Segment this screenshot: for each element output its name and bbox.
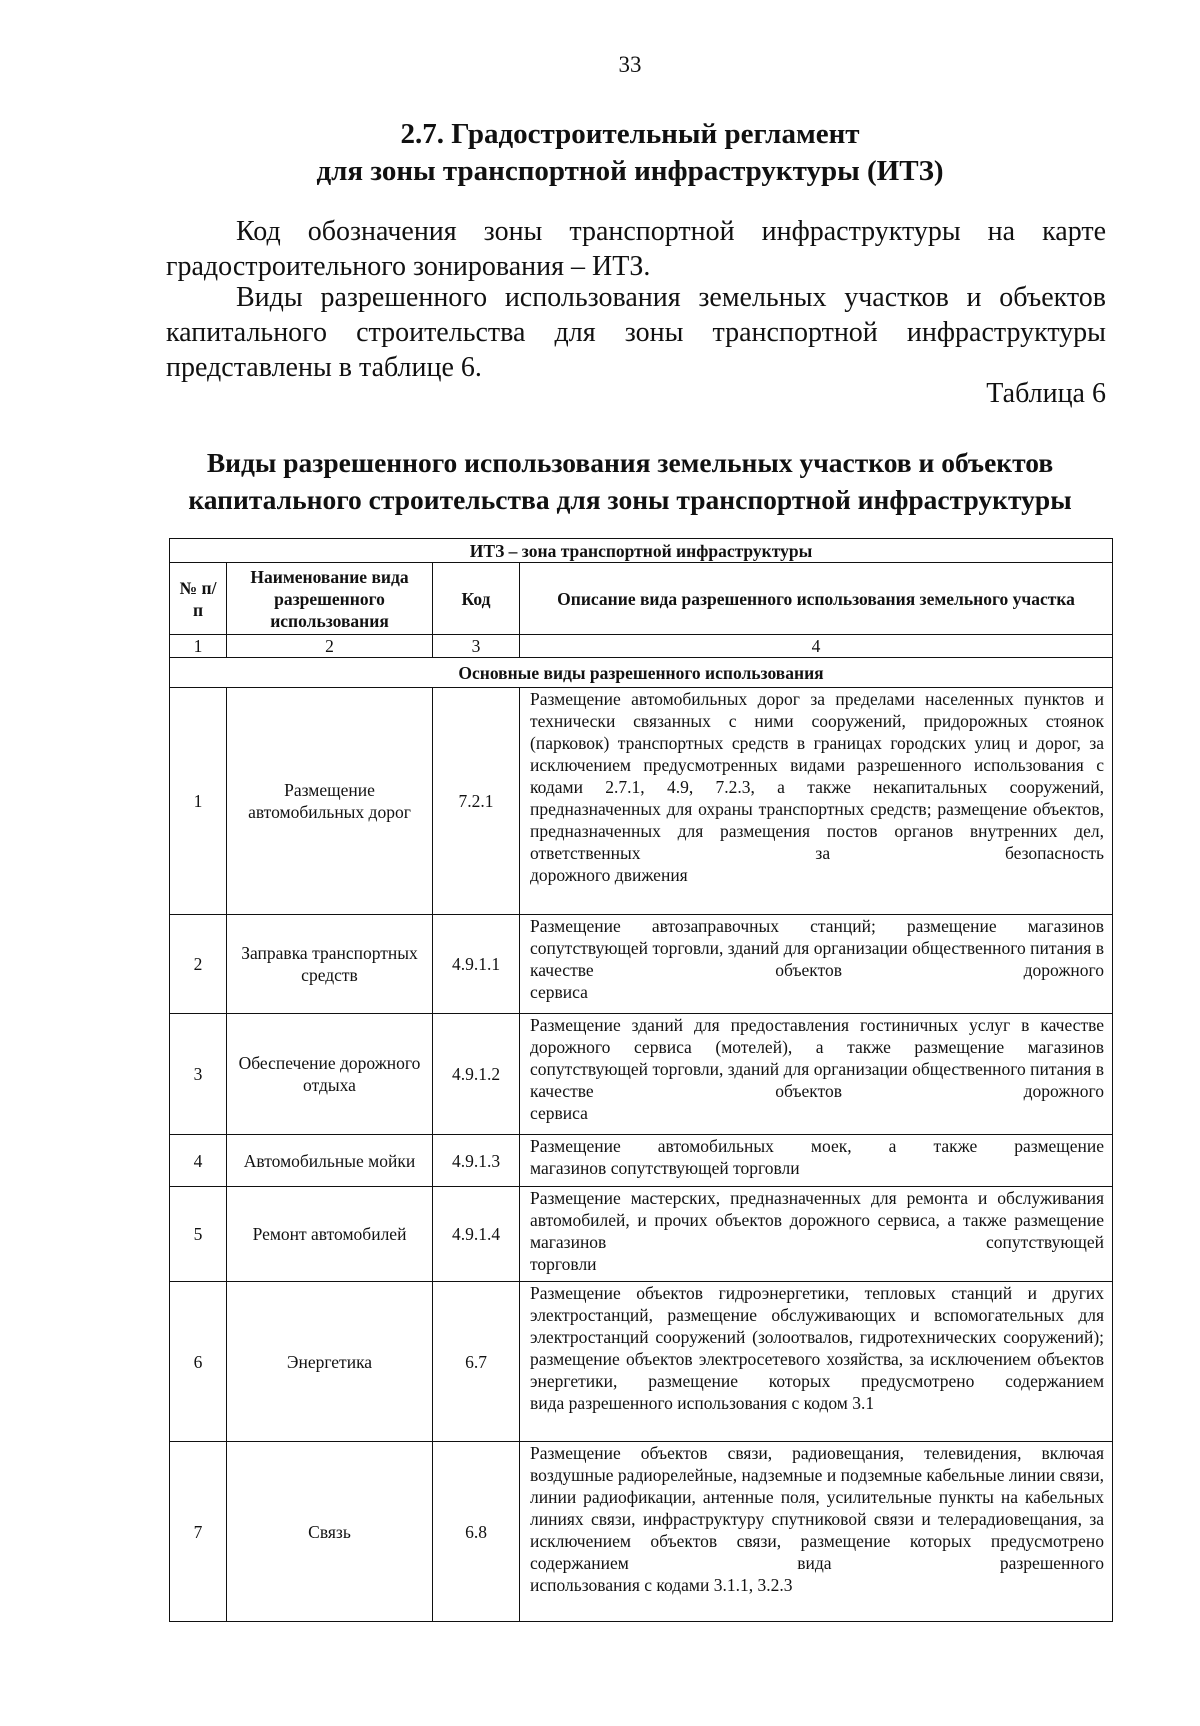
table-title-line-1: Виды разрешенного использования земельных участков и объектов (206, 447, 1054, 478)
table-title-line-2: капитального строительства для зоны транспортной инфраструктуры (188, 484, 1072, 515)
row-number: 3 (170, 1014, 227, 1135)
table-caption: Таблица 6 (986, 378, 1106, 409)
row-code: 4.9.1.4 (433, 1187, 520, 1282)
row-name: Автомобильные мойки (227, 1135, 433, 1187)
section-heading (0, 116, 1200, 190)
table-row (170, 915, 1113, 1014)
paragraph-permitted-uses-line-1: Виды разрешенного использования земельных участков и объектов (236, 282, 1106, 313)
column-header-number: № п/п (170, 563, 227, 635)
row-description-last-line: использования с кодами 3.1.1, 3.2.3 (530, 1575, 793, 1595)
section-heading-line-2: для зоны транспортной инфраструктуры (ИТЗ) (316, 155, 944, 187)
row-description-text: Размещение зданий для предоставления гостиничных услуг в качестве дорожного сервиса (мотелей), а также размещение магазинов сопутствующей торговли, зданий для организации общественного питания в качестве объектов дорожного (530, 1015, 1105, 1101)
table-row (170, 1282, 1113, 1442)
paragraph-permitted-uses-line-3: представлены в таблице 6. (166, 352, 482, 383)
column-number-4: 4 (520, 635, 1113, 658)
table-row (170, 1014, 1113, 1135)
section-title: Основные виды разрешенного использования (170, 658, 1113, 688)
column-header-description: Описание вида разрешенного использования земельного участка (520, 563, 1113, 635)
row-number: 2 (170, 915, 227, 1014)
section-heading-line-1: 2.7. Градостроительный регламент (400, 118, 860, 150)
row-name: Обеспечение дорожного отдыха (227, 1014, 433, 1135)
row-number: 1 (170, 688, 227, 915)
row-name: Энергетика (227, 1282, 433, 1442)
row-code: 4.9.1.2 (433, 1014, 520, 1135)
row-description-last-line: торговли (530, 1254, 597, 1274)
row-name: Заправка транспортных средств (227, 915, 433, 1014)
column-number-1: 1 (170, 635, 227, 658)
row-description-text: Размещение автомобильных моек, а также размещение (530, 1136, 1105, 1156)
paragraph-permitted-uses (166, 280, 1106, 385)
page-number: 33 (618, 52, 642, 77)
paragraph-zone-code-line-2: градостроительного зонирования – ИТЗ. (166, 251, 651, 282)
row-description-last-line: сервиса (530, 1103, 588, 1123)
row-code: 6.7 (433, 1282, 520, 1442)
row-description-text: Размещение объектов связи, радиовещания, телевидения, включая воздушные радиорелейные, надземные и подземные кабельные линии связи, линии радиофикации, антенные поля, усилительные пункты на кабельных линиях связи, инфраструктуру спутниковой связи и телерадиовещания, за исключением объектов связи, размещение которых предусмотрено содержанием вида разрешенного (530, 1443, 1105, 1573)
row-description-text: Размещение мастерских, предназначенных для ремонта и обслуживания автомобилей, и прочих объектов дорожного сервиса, а также размещение магазинов сопутствующей (530, 1188, 1105, 1252)
paragraph-zone-code (166, 214, 1106, 284)
table-row (170, 1442, 1113, 1622)
row-code: 6.8 (433, 1442, 520, 1622)
row-number: 4 (170, 1135, 227, 1187)
row-description-last-line: вида разрешенного использования с кодом 3.1 (530, 1393, 875, 1413)
row-code: 4.9.1.1 (433, 915, 520, 1014)
row-description (520, 1442, 1113, 1622)
row-description (520, 1187, 1113, 1282)
zone-header: ИТЗ – зона транспортной инфраструктуры (170, 539, 1113, 563)
row-description (520, 915, 1113, 1014)
row-description (520, 688, 1113, 915)
paragraph-permitted-uses-line-2: капитального строительства для зоны транспортной инфраструктуры (166, 317, 1106, 348)
row-description-last-line: дорожного движения (530, 865, 688, 885)
table-row (170, 1187, 1113, 1282)
row-name: Размещение автомобильных дорог (227, 688, 433, 915)
column-header-code: Код (433, 563, 520, 635)
column-number-3: 3 (433, 635, 520, 658)
table-row (170, 688, 1113, 915)
row-description-text: Размещение автозаправочных станций; размещение магазинов сопутствующей торговли, зданий для организации общественного питания в качестве объектов дорожного (530, 916, 1105, 980)
paragraph-zone-code-line-1: Код обозначения зоны транспортной инфраструктуры на карте (236, 216, 1106, 247)
row-number: 5 (170, 1187, 227, 1282)
row-name: Связь (227, 1442, 433, 1622)
row-description-text: Размещение объектов гидроэнергетики, тепловых станций и других электростанций, размещение обслуживающих и вспомогательных для электростанций сооружений (золоотвалов, гидротехнических сооружений); размещение объектов электросетевого хозяйства, за исключением объектов энергетики, размещение которых предусмотрено содержанием (530, 1283, 1105, 1391)
row-number: 7 (170, 1442, 227, 1622)
row-code: 7.2.1 (433, 688, 520, 915)
column-number-2: 2 (227, 635, 433, 658)
row-description-last-line: магазинов сопутствующей торговли (530, 1158, 800, 1178)
row-description-last-line: сервиса (530, 982, 588, 1002)
row-description-text: Размещение автомобильных дорог за пределами населенных пунктов и технически связанных с ними сооружений, придорожных стоянок (парковок) транспортных средств в границах городских улиц и дорог, за исключением предусмотренных видами разрешенного использования с кодами 2.7.1, 4.9, 7.2.3, а также некапитальных сооружений, предназначенных для охраны транспортных средств; размещение объектов, предназначенных для размещения постов органов внутренних дел, ответственных за безопасность (530, 689, 1105, 863)
row-description (520, 1014, 1113, 1135)
row-number: 6 (170, 1282, 227, 1442)
table-row (170, 1135, 1113, 1187)
row-name: Ремонт автомобилей (227, 1187, 433, 1282)
column-header-name: Наименование вида разрешенного использования (227, 563, 433, 635)
table-title (150, 444, 1110, 518)
row-description (520, 1135, 1113, 1187)
permitted-uses-table (169, 538, 1113, 1622)
row-description (520, 1282, 1113, 1442)
row-code: 4.9.1.3 (433, 1135, 520, 1187)
